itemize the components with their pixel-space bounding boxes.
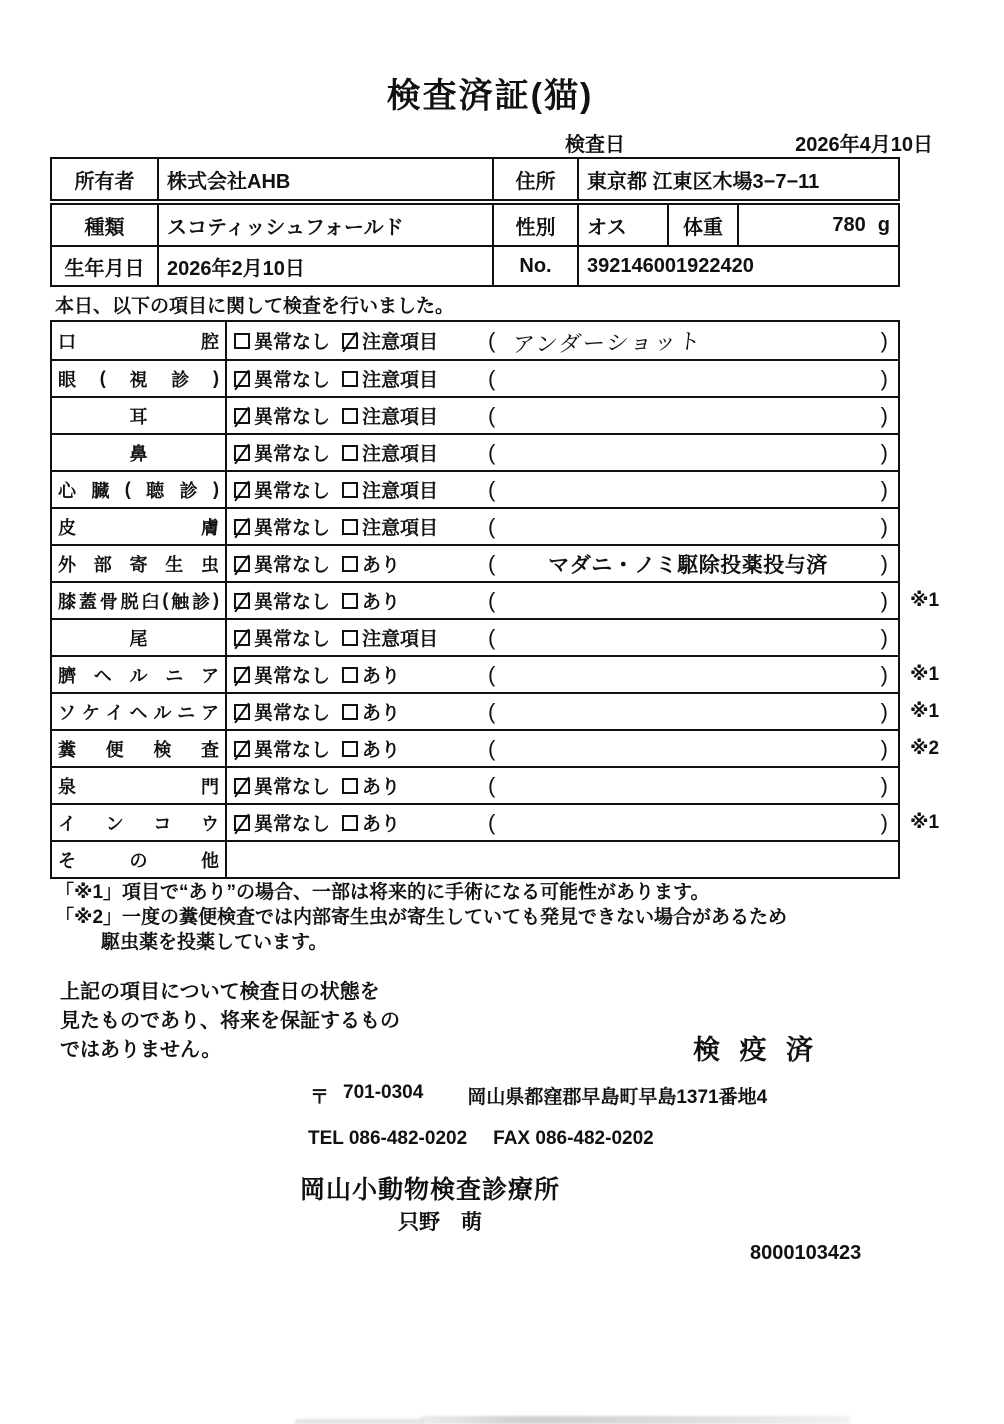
no-value: 392146001922420 — [577, 247, 898, 285]
remarks-field[interactable] — [488, 736, 898, 762]
exam-row-fontanelle — [52, 766, 898, 803]
footnotes — [55, 880, 787, 955]
footnote-ref: ※2 — [910, 738, 940, 759]
remarks-value — [495, 489, 880, 490]
remarks-field[interactable] — [488, 773, 898, 799]
checkbox-attention[interactable] — [342, 519, 358, 535]
disclaimer-line-1: 上記の項目について検査日の状態を — [60, 981, 380, 1003]
checkbox-attention-label: 注意項目 — [362, 370, 439, 391]
quarantine-stamp: 検 疫 済 — [693, 1035, 820, 1065]
remarks-value — [495, 378, 880, 379]
exam-row-patella — [52, 581, 940, 618]
remarks-value — [495, 674, 880, 675]
remarks-value: ( アンダーショット — [511, 328, 704, 358]
clinic-name: 岡山小動物検査診療所 — [300, 1176, 561, 1204]
exam-item-name: 眼 ( 視 診 ) — [52, 361, 227, 396]
checkbox-no-abnormality-label: 異常なし — [254, 740, 331, 761]
checkbox-attention[interactable] — [342, 630, 358, 646]
checkbox-attention-label: 注意項目 — [362, 332, 439, 353]
checkbox-attention[interactable] — [342, 333, 358, 349]
sex-label: 性別 — [492, 205, 577, 245]
species-label: 種類 — [84, 216, 125, 239]
footnote-ref: ※1 — [910, 664, 940, 685]
exam-status — [227, 361, 898, 396]
checkbox-attention-label: 注意項目 — [362, 629, 439, 650]
remarks-value — [495, 785, 880, 786]
footnote-ref: ※1 — [910, 812, 940, 833]
checkbox-no-abnormality-label: 異常なし — [254, 592, 331, 613]
exam-row-external-parasites — [52, 544, 898, 581]
remarks-value — [495, 748, 880, 749]
checkbox-attention-label: 注意項目 — [362, 444, 439, 465]
inspection-date-label: 検査日 — [565, 134, 625, 156]
exam-status — [227, 546, 898, 581]
scan-artifact — [295, 1419, 425, 1424]
exam-item-name: 耳 — [52, 398, 227, 433]
remarks-field[interactable] — [488, 588, 898, 614]
checkbox-attention-label: 注意項目 — [362, 481, 439, 502]
page-title: 検査済証(猫) — [386, 77, 594, 115]
exam-status — [227, 620, 898, 655]
weight-unit: g — [877, 213, 890, 236]
weight-value: 780 — [832, 213, 866, 236]
remarks-value: ( マダニ・ノミ駆除投薬投与済 — [548, 553, 828, 577]
checkbox-present-label: あり — [362, 666, 401, 687]
exam-table — [50, 320, 940, 879]
remarks-field[interactable] — [488, 514, 898, 540]
checkbox-no-abnormality[interactable] — [234, 445, 250, 461]
checkbox-no-abnormality[interactable] — [234, 667, 250, 683]
remarks-field[interactable] — [488, 325, 898, 356]
birth-row — [52, 245, 898, 285]
clinic-telfax-line — [308, 1128, 654, 1150]
footnote-1: 「※1」項目で“あり”の場合、一部は将来的に手術になる可能性があります。 — [55, 882, 710, 903]
exam-row-fecal-exam — [52, 729, 940, 766]
clinic-address: 岡山県都窪郡早島町早島1371番地4 — [467, 1087, 768, 1108]
sex-value: オス — [577, 205, 667, 245]
exam-status — [227, 472, 898, 507]
checkbox-present[interactable] — [342, 593, 358, 609]
remarks-field[interactable] — [488, 403, 898, 429]
remarks-field[interactable] — [488, 625, 898, 651]
species-row — [52, 205, 898, 245]
checkbox-attention[interactable] — [342, 445, 358, 461]
intro-sentence: 本日、以下の項目に関して検査を行いました。 — [55, 296, 455, 317]
checkbox-no-abnormality[interactable] — [234, 815, 250, 831]
checkbox-no-abnormality-label: 異常なし — [254, 555, 331, 576]
checkbox-no-abnormality-label: 異常なし — [254, 777, 331, 798]
address-label: 住所 — [492, 159, 577, 199]
exam-item-name: 心 臓 ( 聴 診 ) — [52, 472, 227, 507]
checkbox-present-label: あり — [362, 777, 401, 798]
remarks-field[interactable] — [488, 549, 898, 579]
checkbox-no-abnormality[interactable] — [234, 408, 250, 424]
birth-value: 2026年2月10日 — [157, 247, 492, 285]
remarks-value — [495, 637, 880, 638]
checkbox-no-abnormality-label: 異常なし — [254, 629, 331, 650]
checkbox-attention-label: 注意項目 — [362, 407, 439, 428]
owner-label: 所有者 — [74, 170, 135, 193]
checkbox-present[interactable] — [342, 778, 358, 794]
checkbox-present[interactable] — [342, 741, 358, 757]
serial-number: 8000103423 — [750, 1242, 862, 1264]
checkbox-present-label: あり — [362, 703, 401, 724]
remarks-field[interactable] — [488, 662, 898, 688]
exam-item-name: 糞 便 検 査 — [52, 731, 227, 766]
exam-row-ears — [52, 396, 898, 433]
exam-item-name: ソ ケ イ ヘ ル ニ ア — [52, 694, 227, 729]
exam-row-tail — [52, 618, 898, 655]
exam-row-oral — [52, 322, 898, 359]
checkbox-present[interactable] — [342, 556, 358, 572]
checkbox-no-abnormality-label: 異常なし — [254, 481, 331, 502]
postal-code: 701-0304 — [343, 1082, 424, 1103]
exam-row-nose — [52, 433, 898, 470]
checkbox-no-abnormality[interactable] — [234, 778, 250, 794]
weight-cell — [737, 205, 898, 245]
clinic-fax: FAX 086-482-0202 — [493, 1128, 654, 1149]
clinic-postal-line — [310, 1082, 767, 1109]
checkbox-attention-label: 注意項目 — [362, 518, 439, 539]
checkbox-present-label: あり — [362, 592, 401, 613]
scan-artifact — [420, 1416, 850, 1424]
owner-value: 株式会社AHB — [157, 159, 492, 199]
exam-status — [227, 435, 898, 470]
inspection-date-line — [565, 128, 933, 157]
postal-mark: 〒 — [310, 1087, 330, 1108]
checkbox-no-abnormality-label: 異常なし — [254, 518, 331, 539]
footnote-2: 「※2」一度の糞便検査では内部寄生虫が寄生していても発見できない場合があるため — [55, 907, 788, 928]
exam-item-name: 膝 蓋 骨 脱 臼 ( 触 診 ) — [52, 583, 227, 618]
remarks-value — [495, 526, 880, 527]
disclaimer — [60, 978, 400, 1065]
exam-status-empty — [227, 842, 898, 877]
checkbox-no-abnormality[interactable] — [234, 519, 250, 535]
exam-item-name: 臍 ヘ ル ニ ア — [52, 657, 227, 692]
exam-item-name: イ ン コ ウ — [52, 805, 227, 840]
birth-label: 生年月日 — [64, 257, 145, 280]
exam-row-heart — [52, 470, 898, 507]
exam-status — [227, 322, 898, 359]
veterinarian-name: 只野 萌 — [398, 1211, 482, 1234]
checkbox-no-abnormality[interactable] — [234, 630, 250, 646]
remarks-field[interactable] — [488, 810, 898, 836]
exam-item-name: 口 腔 — [52, 322, 227, 359]
checkbox-no-abnormality[interactable] — [234, 333, 250, 349]
checkbox-present[interactable] — [342, 704, 358, 720]
exam-item-name: 外 部 寄 生 虫 — [52, 546, 227, 581]
remarks-field[interactable] — [488, 477, 898, 503]
remarks-value — [495, 711, 880, 712]
checkbox-no-abnormality-label: 異常なし — [254, 332, 331, 353]
exam-status — [227, 398, 898, 433]
exam-item-name: 鼻 — [52, 435, 227, 470]
remarks-field[interactable] — [488, 440, 898, 466]
checkbox-no-abnormality-label: 異常なし — [254, 444, 331, 465]
checkbox-present[interactable] — [342, 815, 358, 831]
disclaimer-line-2: 見たものであり、将来を保証するもの — [60, 1010, 400, 1032]
checkbox-attention[interactable] — [342, 371, 358, 387]
footnote-2-continued: 駆虫薬を投薬しています。 — [101, 932, 328, 953]
footnote-ref: ※1 — [910, 590, 940, 611]
checkbox-attention[interactable] — [342, 482, 358, 498]
checkbox-no-abnormality[interactable] — [234, 593, 250, 609]
disclaimer-line-3: ではありません。 — [60, 1039, 222, 1061]
exam-row-inguinal-hernia — [52, 692, 940, 729]
exam-status — [227, 694, 898, 729]
no-label: No. — [492, 247, 577, 285]
owner-row — [52, 159, 898, 199]
checkbox-no-abnormality[interactable] — [234, 556, 250, 572]
inspection-date-value: 2026年4月10日 — [795, 134, 933, 156]
checkbox-present-label: あり — [362, 555, 401, 576]
animal-info-table — [50, 203, 900, 287]
exam-status — [227, 731, 898, 766]
checkbox-no-abnormality[interactable] — [234, 482, 250, 498]
exam-item-name: 泉 門 — [52, 768, 227, 803]
exam-status — [227, 768, 898, 803]
weight-label: 体重 — [667, 205, 737, 245]
exam-status — [227, 509, 898, 544]
address-value: 東京都 江東区木場3−7−11 — [577, 159, 898, 199]
checkbox-no-abnormality[interactable] — [234, 371, 250, 387]
species-value: スコティッシュフォールド — [157, 205, 492, 245]
owner-table — [50, 157, 900, 201]
checkbox-no-abnormality-label: 異常なし — [254, 666, 331, 687]
exam-status — [227, 657, 898, 692]
exam-item-name: そ の 他 — [52, 842, 227, 877]
checkbox-present-label: あり — [362, 740, 401, 761]
checkbox-no-abnormality-label: 異常なし — [254, 370, 331, 391]
remarks-value — [495, 415, 880, 416]
remarks-field[interactable] — [488, 366, 898, 392]
exam-item-name: 皮 膚 — [52, 509, 227, 544]
remarks-value — [495, 600, 880, 601]
checkbox-present-label: あり — [362, 814, 401, 835]
checkbox-no-abnormality-label: 異常なし — [254, 703, 331, 724]
checkbox-no-abnormality-label: 異常なし — [254, 814, 331, 835]
remarks-field[interactable] — [488, 699, 898, 725]
checkbox-present[interactable] — [342, 667, 358, 683]
remarks-value — [495, 452, 880, 453]
exam-row-eyes — [52, 359, 898, 396]
checkbox-no-abnormality-label: 異常なし — [254, 407, 331, 428]
footnote-ref: ※1 — [910, 701, 940, 722]
clinic-tel: TEL 086-482-0202 — [308, 1128, 468, 1149]
exam-status — [227, 583, 898, 618]
checkbox-no-abnormality[interactable] — [234, 741, 250, 757]
exam-item-name: 尾 — [52, 620, 227, 655]
checkbox-no-abnormality[interactable] — [234, 704, 250, 720]
remarks-value — [495, 822, 880, 823]
exam-status — [227, 805, 898, 840]
exam-row-other — [52, 840, 898, 877]
exam-row-umbilical-hernia — [52, 655, 940, 692]
exam-row-inkou — [52, 803, 940, 840]
checkbox-attention[interactable] — [342, 408, 358, 424]
exam-row-skin — [52, 507, 898, 544]
